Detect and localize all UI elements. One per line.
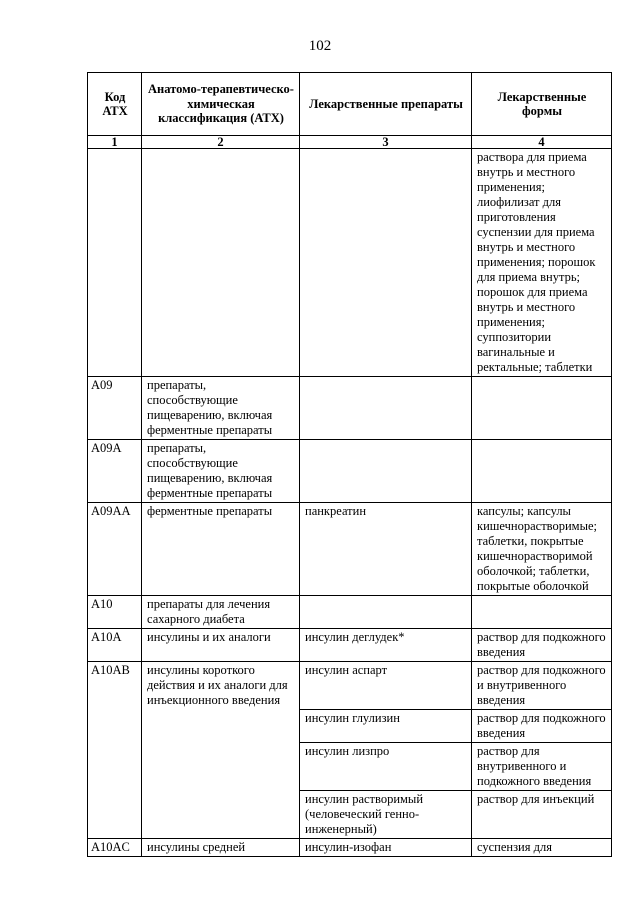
- column-number: 2: [142, 136, 300, 149]
- forms-cell: раствор для подкожного и внутривенного введения: [472, 662, 612, 710]
- classification-cell: ферментные препараты: [142, 503, 300, 596]
- table-row: [88, 710, 612, 743]
- atx-code-cell: [88, 149, 142, 377]
- drug-cell: [300, 440, 472, 503]
- table-row: [88, 791, 612, 839]
- atx-code-cell: A09A: [88, 440, 142, 503]
- classification-cell: препараты для лечения сахарного диабета: [142, 596, 300, 629]
- drug-cell: [300, 377, 472, 440]
- drug-cell: инсулин лизпро: [300, 743, 472, 791]
- drug-cell: инсулин деглудек*: [300, 629, 472, 662]
- table-row: [88, 440, 612, 503]
- classification-cell: инсулины короткого действия и их аналоги для инъекционного введения: [142, 662, 300, 710]
- classification-cell: [142, 743, 300, 791]
- drug-cell: инсулин растворимый (человеческий генно-инженерный): [300, 791, 472, 839]
- column-number: 1: [88, 136, 142, 149]
- page-number: 102: [308, 38, 332, 54]
- column-number: 4: [472, 136, 612, 149]
- atx-code-cell: [88, 743, 142, 791]
- atx-code-cell: [88, 791, 142, 839]
- classification-cell: [142, 791, 300, 839]
- forms-cell: [472, 440, 612, 503]
- forms-cell: [472, 596, 612, 629]
- table-row: [88, 377, 612, 440]
- table-row: [88, 662, 612, 710]
- forms-cell: капсулы; капсулы кишечнорастворимые; таблетки, покрытые кишечнорастворимой оболочкой; таблетки, покрытые оболочкой: [472, 503, 612, 596]
- atx-code-cell: A09AA: [88, 503, 142, 596]
- drug-cell: инсулин глулизин: [300, 710, 472, 743]
- forms-cell: раствор для инъекций: [472, 791, 612, 839]
- classification-cell: инсулины и их аналоги: [142, 629, 300, 662]
- forms-cell: раствор для подкожного введения: [472, 710, 612, 743]
- forms-cell: раствор для внутривенного и подкожного введения: [472, 743, 612, 791]
- header-classification: Анатомо-терапевтическо-химическая классификация (АТХ): [142, 73, 300, 136]
- drug-cell: панкреатин: [300, 503, 472, 596]
- atx-drug-table: [87, 72, 612, 857]
- drug-cell: инсулин-изофан: [300, 839, 472, 857]
- column-number: 3: [300, 136, 472, 149]
- header-code: Код АТХ: [88, 73, 142, 136]
- forms-cell: раствора для приема внутрь и местного применения; лиофилизат для приготовления суспензии для приема внутрь и местного применения; порошок для приема внутрь; порошок для приема внутрь и местного применения; суппозитории вагинальные и ректальные; таблетки: [472, 149, 612, 377]
- table-row: [88, 149, 612, 377]
- table-row: [88, 503, 612, 596]
- drug-cell: инсулин аспарт: [300, 662, 472, 710]
- classification-cell: инсулины средней: [142, 839, 300, 857]
- classification-cell: препараты, способствующие пищеварению, включая ферментные препараты: [142, 377, 300, 440]
- classification-cell: [142, 149, 300, 377]
- table-row: [88, 629, 612, 662]
- atx-code-cell: A10: [88, 596, 142, 629]
- drug-cell: [300, 149, 472, 377]
- classification-cell: препараты, способствующие пищеварению, включая ферментные препараты: [142, 440, 300, 503]
- atx-code-cell: A10AB: [88, 662, 142, 710]
- atx-code-cell: [88, 710, 142, 743]
- atx-code-cell: A10A: [88, 629, 142, 662]
- table-row: [88, 743, 612, 791]
- forms-cell: раствор для подкожного введения: [472, 629, 612, 662]
- header-drugs: Лекарственные препараты: [300, 73, 472, 136]
- header-forms: Лекарственные формы: [472, 73, 612, 136]
- forms-cell: [472, 377, 612, 440]
- forms-cell: суспензия для: [472, 839, 612, 857]
- table-row: [88, 596, 612, 629]
- classification-cell: [142, 710, 300, 743]
- atx-code-cell: A09: [88, 377, 142, 440]
- table-row: [88, 839, 612, 857]
- drug-cell: [300, 596, 472, 629]
- atx-code-cell: A10AC: [88, 839, 142, 857]
